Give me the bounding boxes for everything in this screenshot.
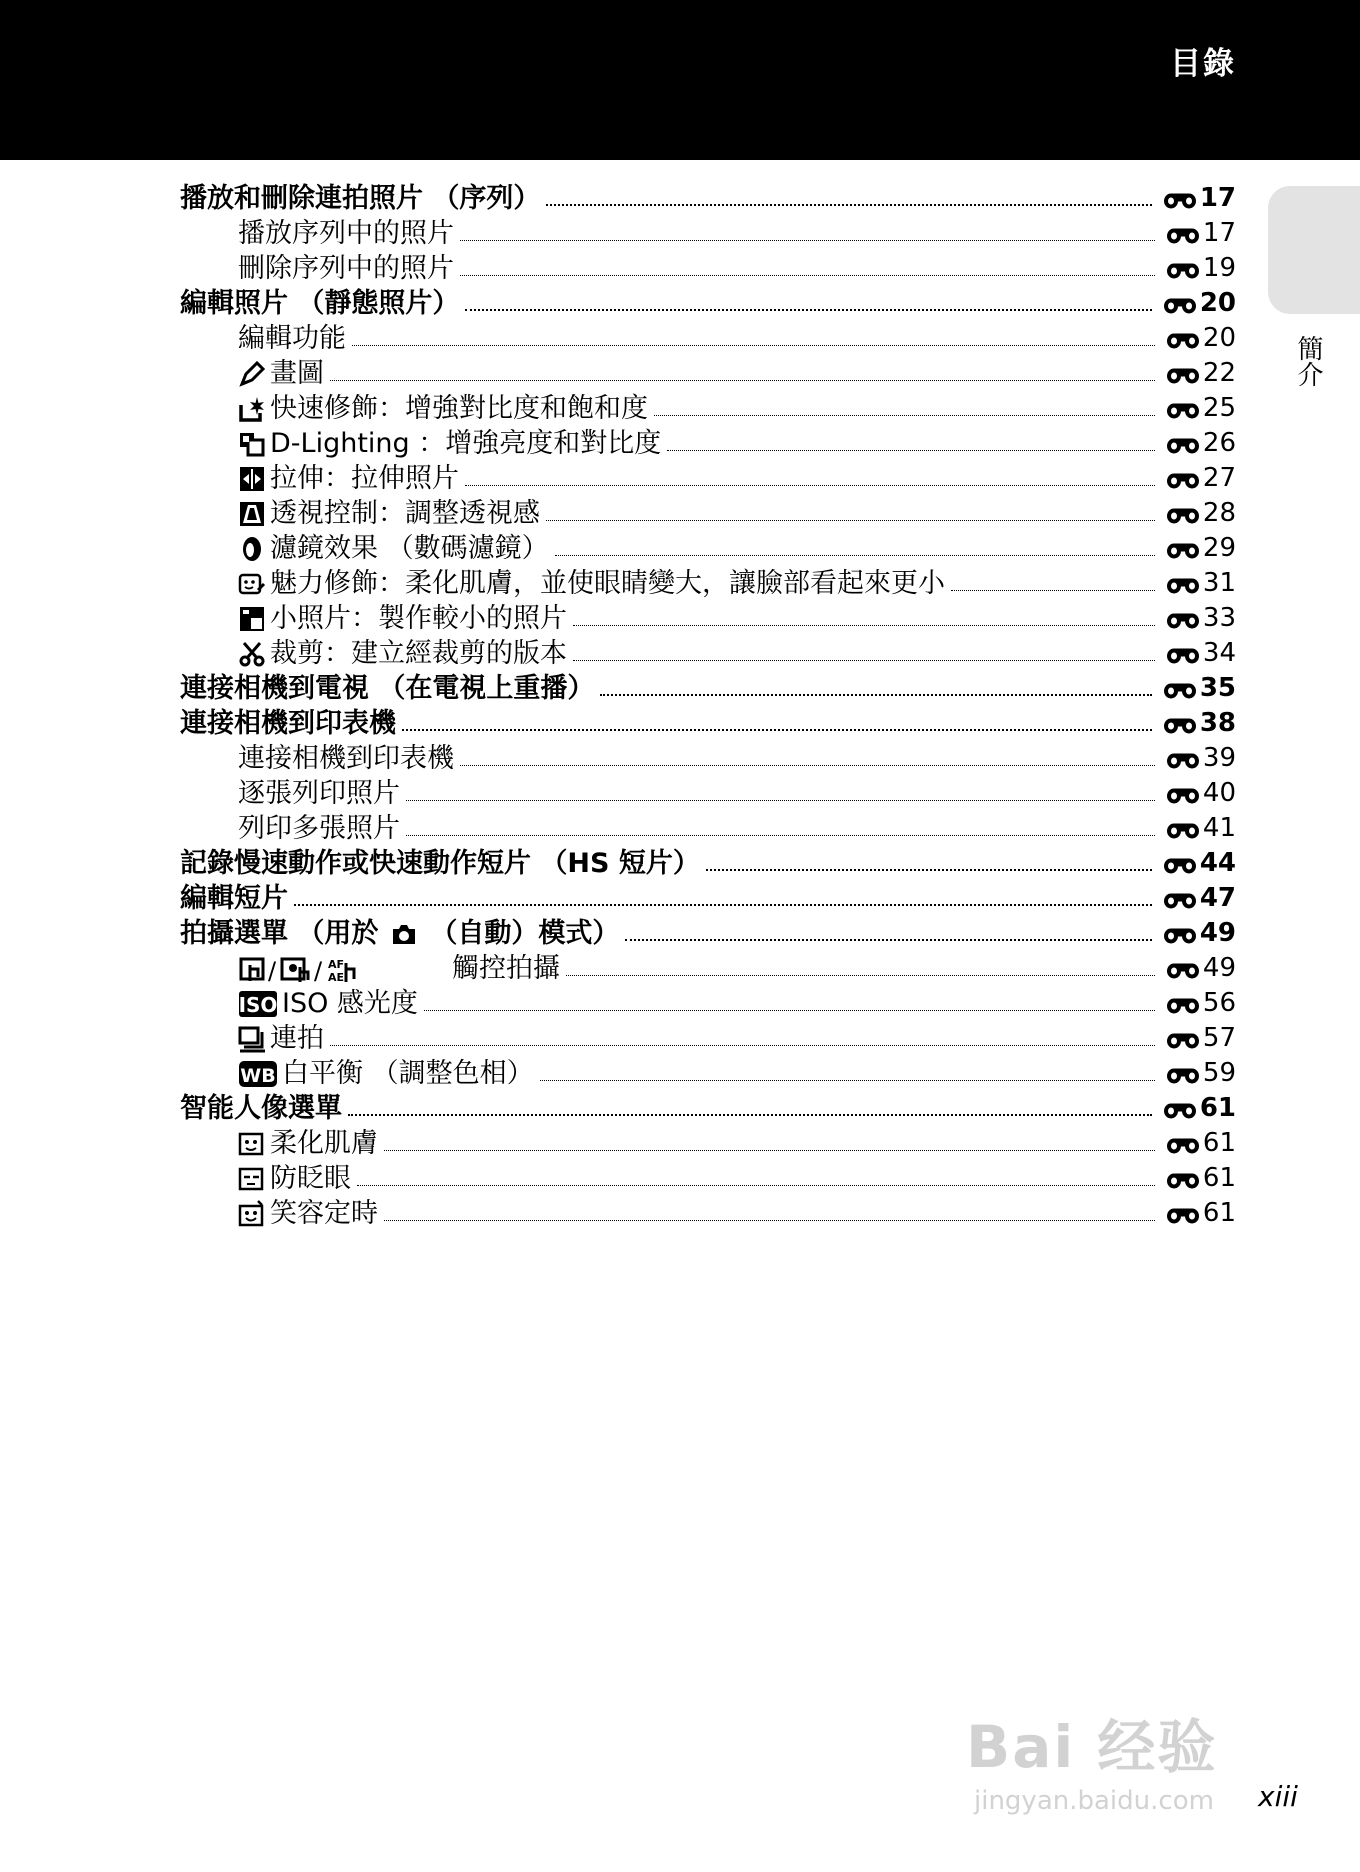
- toc-subentry[interactable]: [180, 496, 1236, 531]
- page-number-text: 38: [1199, 708, 1236, 738]
- page-number-text: 39: [1202, 743, 1236, 773]
- watermark-url: jingyan.baidu.com: [974, 1786, 1214, 1816]
- toc-entry-title: [238, 1056, 534, 1091]
- toc-section-entry[interactable]: [180, 181, 1236, 216]
- page-number-text: 31: [1202, 568, 1236, 598]
- toc-entry-title-text: 魅力修飾：柔化肌膚，並使眼睛變大，讓臉部看起來更小: [270, 568, 945, 599]
- toc-entry-title-text: 編輯短片: [180, 883, 288, 914]
- toc-entry-title: [238, 601, 567, 636]
- page-number-text: 49: [1199, 918, 1236, 948]
- toc-entry-title: [238, 1126, 378, 1161]
- dot-leader: [625, 939, 1151, 941]
- toc-entry-title: [238, 811, 400, 846]
- toc-entry-title: [180, 181, 540, 216]
- page-number-text: 40: [1202, 778, 1236, 808]
- toc-entry-title: [180, 1091, 342, 1126]
- toc-subentry[interactable]: [180, 1196, 1236, 1231]
- reference-section-icon: [1165, 1168, 1201, 1190]
- dot-leader: [352, 345, 1155, 346]
- reference-section-icon: [1165, 573, 1201, 595]
- svg-text:AF: AF: [328, 957, 345, 971]
- toc-subentry[interactable]: [180, 811, 1236, 846]
- page-number-text: 61: [1202, 1198, 1236, 1228]
- reference-section-icon: [1165, 818, 1201, 840]
- toc-entry-title: [238, 1161, 351, 1196]
- toc-subentry[interactable]: [180, 1056, 1236, 1091]
- toc-page-reference[interactable]: [1162, 1091, 1236, 1126]
- d-lighting-icon: [238, 430, 266, 458]
- toc-entry-title-text: 拍攝選單 （用於: [180, 918, 379, 949]
- toc-page-reference[interactable]: [1165, 496, 1236, 531]
- dot-leader: [573, 625, 1155, 626]
- toc-page-reference[interactable]: [1165, 776, 1236, 811]
- toc-subentry[interactable]: [180, 251, 1236, 286]
- page-number-text: 57: [1202, 1023, 1236, 1053]
- page-number-text: 19: [1202, 253, 1236, 283]
- reference-section-icon: [1165, 223, 1201, 245]
- toc-entry-title: [238, 251, 454, 286]
- toc-page-reference[interactable]: [1162, 881, 1236, 916]
- toc-entry-title: [180, 916, 619, 951]
- toc-page-reference[interactable]: [1162, 916, 1236, 951]
- page-number-text: 59: [1202, 1058, 1236, 1088]
- toc-page-reference[interactable]: [1165, 531, 1236, 566]
- page-number-text: 20: [1199, 288, 1236, 318]
- toc-entry-title: [238, 776, 400, 811]
- dot-leader: [294, 904, 1152, 906]
- toc-page-reference[interactable]: [1165, 251, 1236, 286]
- page-number-text: 26: [1202, 428, 1236, 458]
- dot-leader: [406, 800, 1155, 801]
- toc-subentry[interactable]: [180, 321, 1236, 356]
- toc-entry-title-text: 列印多張照片: [238, 813, 400, 844]
- toc-entry-title: [238, 426, 661, 461]
- reference-section-icon: [1165, 958, 1201, 980]
- blink-proof-icon: [238, 1165, 266, 1193]
- toc-section-entry[interactable]: [180, 916, 1236, 951]
- toc-subentry[interactable]: [180, 1126, 1236, 1161]
- toc-entry-title: [238, 986, 418, 1021]
- reference-section-icon: [1162, 853, 1198, 875]
- toc-subentry[interactable]: [180, 531, 1236, 566]
- toc-page-reference[interactable]: [1162, 846, 1236, 881]
- crop-scissors-icon: [238, 640, 266, 668]
- reference-section-icon: [1165, 1028, 1201, 1050]
- reference-section-icon: [1162, 678, 1198, 700]
- dot-leader: [460, 765, 1155, 766]
- dot-leader: [566, 975, 1155, 976]
- toc-entry-title-text: 觸控拍攝: [452, 953, 560, 984]
- reference-section-icon: [1165, 433, 1201, 455]
- page-number: xiii: [1258, 1780, 1298, 1813]
- toc-entry-title-text: 笑容定時: [270, 1198, 378, 1229]
- toc-page-reference[interactable]: [1165, 601, 1236, 636]
- toc-page-reference[interactable]: [1165, 566, 1236, 601]
- svg-text:AE: AE: [328, 970, 345, 983]
- page-title: 目錄: [1170, 46, 1236, 82]
- svg-text:ISO: ISO: [238, 992, 278, 1017]
- page-number-text: 41: [1202, 813, 1236, 843]
- toc-subentry[interactable]: [180, 566, 1236, 601]
- toc-page-reference[interactable]: [1162, 181, 1236, 216]
- reference-section-icon: [1165, 1203, 1201, 1225]
- page-number-text: 61: [1202, 1128, 1236, 1158]
- toc-page-reference[interactable]: [1165, 1056, 1236, 1091]
- iso-icon: [238, 990, 278, 1018]
- dot-leader: [424, 1010, 1155, 1011]
- page-number-text: 35: [1199, 673, 1236, 703]
- reference-section-icon: [1162, 713, 1198, 735]
- stretch-icon: [238, 465, 266, 493]
- toc-entry-title-text: 連接相機到電視 （在電視上重播）: [180, 673, 595, 704]
- toc-section-entry[interactable]: [180, 706, 1236, 741]
- toc-entry-title-text: 濾鏡效果 （數碼濾鏡）: [270, 533, 549, 564]
- paint-icon: [238, 360, 266, 388]
- dot-leader: [654, 415, 1155, 416]
- toc-page-reference[interactable]: [1165, 1021, 1236, 1056]
- dot-leader: [465, 485, 1155, 486]
- toc-subentry[interactable]: [180, 461, 1236, 496]
- page-number-text: 20: [1202, 323, 1236, 353]
- toc-section-entry[interactable]: [180, 881, 1236, 916]
- dot-leader: [357, 1185, 1155, 1186]
- page-number-text: 34: [1202, 638, 1236, 668]
- page-number-text: 56: [1202, 988, 1236, 1018]
- dot-leader: [402, 729, 1152, 731]
- toc-entry-title: [180, 881, 288, 916]
- dot-leader: [460, 240, 1155, 241]
- toc-page-reference[interactable]: [1165, 1161, 1236, 1196]
- reference-section-icon: [1165, 258, 1201, 280]
- toc-page-reference[interactable]: [1165, 986, 1236, 1021]
- dot-leader: [330, 1045, 1155, 1046]
- reference-section-icon: [1165, 468, 1201, 490]
- touch-shooting-icons: [238, 955, 448, 983]
- svg-text:WB: WB: [240, 1064, 276, 1087]
- dot-leader: [706, 869, 1152, 871]
- quick-retouch-icon: [238, 395, 266, 423]
- toc-section-entry[interactable]: [180, 1091, 1236, 1126]
- reference-section-icon: [1162, 923, 1198, 945]
- toc-subentry[interactable]: [180, 601, 1236, 636]
- toc-page-reference[interactable]: [1165, 636, 1236, 671]
- toc-entry-title-text: 記錄慢速動作或快速動作短片 （HS 短片）: [180, 848, 700, 879]
- toc-entry-title-text: 防眨眼: [270, 1163, 351, 1194]
- toc-entry-title: [238, 356, 324, 391]
- toc-page-reference[interactable]: [1165, 1126, 1236, 1161]
- toc-entry-title: [238, 566, 945, 601]
- page-number-text: 61: [1199, 1093, 1236, 1123]
- toc-page-reference[interactable]: [1165, 426, 1236, 461]
- reference-section-icon: [1165, 363, 1201, 385]
- toc-entry-title: [238, 496, 540, 531]
- page-number-text: 47: [1199, 883, 1236, 913]
- toc-entry-title-text: 連接相機到印表機: [238, 743, 454, 774]
- toc-page-reference[interactable]: [1165, 951, 1236, 986]
- dot-leader: [406, 835, 1155, 836]
- reference-section-icon: [1165, 1133, 1201, 1155]
- smile-timer-icon: [238, 1200, 266, 1228]
- toc-entry-title-text: 刪除序列中的照片: [238, 253, 454, 284]
- reference-section-icon: [1165, 538, 1201, 560]
- toc-page-reference[interactable]: [1165, 461, 1236, 496]
- dot-leader: [546, 520, 1155, 521]
- toc-entry-title: [238, 216, 454, 251]
- toc-section-entry[interactable]: [180, 846, 1236, 881]
- table-of-contents: [180, 181, 1236, 1231]
- toc-subentry[interactable]: [180, 391, 1236, 426]
- page-number-text: 17: [1199, 183, 1236, 213]
- toc-subentry[interactable]: [180, 986, 1236, 1021]
- perspective-icon: [238, 500, 266, 528]
- toc-subentry[interactable]: [180, 741, 1236, 776]
- page-number-text: 49: [1202, 953, 1236, 983]
- dot-leader: [330, 380, 1155, 381]
- toc-subentry[interactable]: [180, 426, 1236, 461]
- toc-page-reference[interactable]: [1165, 1196, 1236, 1231]
- page-number-text: 22: [1202, 358, 1236, 388]
- toc-page-reference[interactable]: [1165, 741, 1236, 776]
- toc-entry-title-text: 編輯功能: [238, 323, 346, 354]
- reference-section-icon: [1162, 888, 1198, 910]
- toc-page-reference[interactable]: [1162, 671, 1236, 706]
- dot-leader: [460, 275, 1155, 276]
- page-number-text: 17: [1202, 218, 1236, 248]
- toc-subentry[interactable]: [180, 356, 1236, 391]
- toc-page-reference[interactable]: [1165, 356, 1236, 391]
- auto-mode-camera-icon: [390, 921, 418, 947]
- toc-entry-title-text: D-Lighting ：增強亮度和對比度: [270, 428, 662, 459]
- toc-entry-title: [238, 1021, 324, 1056]
- reference-section-icon: [1165, 503, 1201, 525]
- reference-section-icon: [1165, 1063, 1201, 1085]
- toc-subentry[interactable]: [180, 1021, 1236, 1056]
- white-balance-icon: [238, 1060, 278, 1088]
- reference-section-icon: [1162, 188, 1198, 210]
- toc-subentry[interactable]: [180, 636, 1236, 671]
- filter-effects-icon: [238, 535, 266, 563]
- toc-subentry[interactable]: [180, 1161, 1236, 1196]
- toc-subentry[interactable]: [180, 951, 1236, 986]
- reference-section-icon: [1165, 783, 1201, 805]
- dot-leader: [384, 1150, 1155, 1151]
- reference-section-icon: [1162, 1098, 1198, 1120]
- page-number-text: 44: [1199, 848, 1236, 878]
- toc-entry-title-text: 智能人像選單: [180, 1093, 342, 1124]
- toc-entry-title-text: 逐張列印照片: [238, 778, 400, 809]
- toc-entry-title-text: （自動）模式）: [430, 918, 620, 949]
- reference-section-icon: [1162, 293, 1198, 315]
- toc-section-entry[interactable]: [180, 286, 1236, 321]
- dot-leader: [465, 309, 1151, 311]
- reference-section-icon: [1165, 608, 1201, 630]
- reference-section-icon: [1165, 643, 1201, 665]
- svg-text:/: /: [268, 956, 277, 983]
- toc-entry-title: [238, 1196, 378, 1231]
- dot-leader: [384, 1220, 1155, 1221]
- toc-entry-title-text: 編輯照片 （靜態照片）: [180, 288, 460, 319]
- dot-leader: [540, 1080, 1155, 1081]
- toc-entry-title: [180, 706, 396, 741]
- toc-entry-title: [180, 286, 459, 321]
- dot-leader: [555, 555, 1155, 556]
- toc-entry-title: [238, 636, 567, 671]
- toc-entry-title: [238, 391, 648, 426]
- toc-page-reference[interactable]: [1165, 321, 1236, 356]
- dot-leader: [600, 694, 1151, 696]
- page-number-text: 33: [1202, 603, 1236, 633]
- section-tab[interactable]: [1268, 186, 1360, 314]
- reference-section-icon: [1165, 328, 1201, 350]
- toc-entry-title-text: 白平衡 （調整色相）: [282, 1058, 534, 1089]
- toc-entry-title-text: 播放序列中的照片: [238, 218, 454, 249]
- page-number-text: 27: [1202, 463, 1236, 493]
- skin-softening-icon: [238, 1130, 266, 1158]
- toc-entry-title-text: 拉伸：拉伸照片: [270, 463, 459, 494]
- toc-entry-title-text: 裁剪：建立經裁剪的版本: [270, 638, 567, 669]
- page-number-text: 29: [1202, 533, 1236, 563]
- toc-page-reference[interactable]: [1162, 706, 1236, 741]
- toc-entry-title: [238, 531, 549, 566]
- page-number-text: 25: [1202, 393, 1236, 423]
- dot-leader: [573, 660, 1155, 661]
- toc-entry-title: [238, 461, 459, 496]
- toc-entry-title-text: 播放和刪除連拍照片 （序列）: [180, 183, 541, 214]
- toc-entry-title-text: 連接相機到印表機: [180, 708, 396, 739]
- toc-entry-title-text: 透視控制：調整透視感: [270, 498, 540, 529]
- dot-leader: [951, 590, 1155, 591]
- small-picture-icon: [238, 605, 266, 633]
- toc-page-reference[interactable]: [1162, 286, 1236, 321]
- watermark-logo: Bai 经验: [966, 1713, 1218, 1781]
- toc-subentry[interactable]: [180, 216, 1236, 251]
- toc-section-entry[interactable]: [180, 671, 1236, 706]
- continuous-icon: [238, 1025, 266, 1053]
- toc-entry-title-text: ISO 感光度: [282, 988, 418, 1019]
- header-band: [0, 0, 1360, 160]
- dot-leader: [667, 450, 1155, 451]
- section-tab-label: 簡介: [1293, 335, 1323, 387]
- page-number-text: 61: [1202, 1163, 1236, 1193]
- toc-entry-title: [180, 846, 700, 881]
- svg-text:/: /: [314, 956, 323, 983]
- toc-entry-title: [180, 671, 594, 706]
- toc-page-reference[interactable]: [1165, 811, 1236, 846]
- toc-entry-title-text: 畫圖: [270, 358, 324, 389]
- reference-section-icon: [1165, 398, 1201, 420]
- toc-entry-title-text: 柔化肌膚: [270, 1128, 378, 1159]
- page-number-text: 28: [1202, 498, 1236, 528]
- dot-leader: [348, 1114, 1152, 1116]
- toc-page-reference[interactable]: [1165, 216, 1236, 251]
- toc-entry-title: [238, 951, 560, 986]
- reference-section-icon: [1165, 748, 1201, 770]
- toc-page-reference[interactable]: [1165, 391, 1236, 426]
- toc-entry-title: [238, 321, 346, 356]
- toc-entry-title-text: 快速修飾：增強對比度和飽和度: [270, 393, 648, 424]
- dot-leader: [546, 204, 1151, 206]
- toc-entry-title: [238, 741, 454, 776]
- toc-entry-title-text: 小照片：製作較小的照片: [270, 603, 567, 634]
- toc-entry-title-text: 連拍: [270, 1023, 324, 1054]
- reference-section-icon: [1165, 993, 1201, 1015]
- toc-subentry[interactable]: [180, 776, 1236, 811]
- glamour-retouch-icon: [238, 570, 266, 598]
